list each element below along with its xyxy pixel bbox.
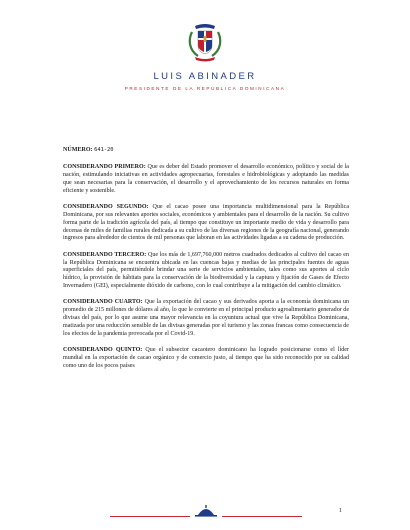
president-name: LUIS ABINADER <box>153 71 257 82</box>
paragraph-text: Que es deber del Estado promover el desarrollo económico, político y social de la nación, estimulando iniciativas en actividades agropecuarias, forestales e hidrobiológicas y adoptando las medidas que sean necesarias para la conservación, el desarrollo y el aprovechamiento de los recursos naturales en forma eficiente y sostenible. <box>63 163 349 194</box>
decree-number <box>63 147 349 155</box>
president-title: PRESIDENTE DE LA REPÚBLICA DOMINICANA <box>124 86 286 91</box>
coat-of-arms-icon <box>187 22 223 62</box>
considerando-quinto <box>63 347 349 371</box>
decree-number-value: 641-20 <box>94 147 114 153</box>
page-number: 1 <box>339 508 342 514</box>
paragraph-text: Que el cacao posee una importancia multidimensional para la República Dominicana, por sus relevantes aportes sociales, económicos y ambientales para el desarrollo de la nación. Su cultivo forma parte de la tradición agrícola del país, al tiempo que constituye un importante medio de vida y desarrollo para decenas de miles de familias rurales dedicada a su cultivo de las diversas regiones de la geografía nacional, generando ingresos para alrededor de cientos de mil personas que laboran en las actividades ligadas a su cadena de producción. <box>63 203 349 242</box>
considerando-cuarto <box>63 299 349 339</box>
paragraph-text: Que los más de 1,697,760,000 metros cuadrados dedicados al cultivo del cacao en la República Dominicana se encuentra ubicada en las cuencas bajas y medias de las principales fuentes de aguas superficiales del país, permitiéndole brindar una serie de servicios ambientales, tales como sus aportes al ciclo hídrico, la provisión de hábitats para la conservación de la biodiversidad y la captura y fijación de Gases de Efecto Invernadero (GEI), especialmente dióxido de carbono, con lo cual contribuye a la mitigación del cambio climático. <box>63 251 349 290</box>
palace-dome-icon <box>192 505 220 517</box>
considerando-segundo <box>63 204 349 244</box>
paragraph-heading: CONSIDERANDO CUARTO: <box>63 299 143 306</box>
paragraph-heading: CONSIDERANDO SEGUNDO: <box>63 203 149 210</box>
footer-divider-right <box>222 516 302 517</box>
paragraph-text: Que el subsector cacaotero dominicano ha logrado posicionarse como el líder mundial en la exportación de cacao orgánico y de comercio justo, al tiempo que ha sido reconocido por su calidad como uno de los pocos países <box>63 347 349 370</box>
footer-divider-left <box>110 516 190 517</box>
document-body <box>63 147 349 379</box>
paragraph-heading: CONSIDERANDO PRIMERO: <box>63 163 146 170</box>
paragraph-heading: CONSIDERANDO QUINTO: <box>63 347 143 354</box>
considerando-tercero <box>63 252 349 292</box>
considerando-primero <box>63 164 349 196</box>
decree-number-label: NÚMERO: <box>63 147 93 153</box>
paragraph-heading: CONSIDERANDO TERCERO: <box>63 251 147 258</box>
paragraph-text: Que la exportación del cacao y sus derivados aporta a la economía dominicana un promedio de 215 millones de dólares al año, lo que le convierte en el principal producto agroalimentario generador de divisas del país, por lo que asume una mayor relevancia en la coyuntura actual que vive la República Dominicana, matizada por una reducción sensible de las divisas generadas por el turismo y las zonas francas como consecuencia de los efectos de la pandemia provocada por el Covid-19. <box>63 299 349 338</box>
